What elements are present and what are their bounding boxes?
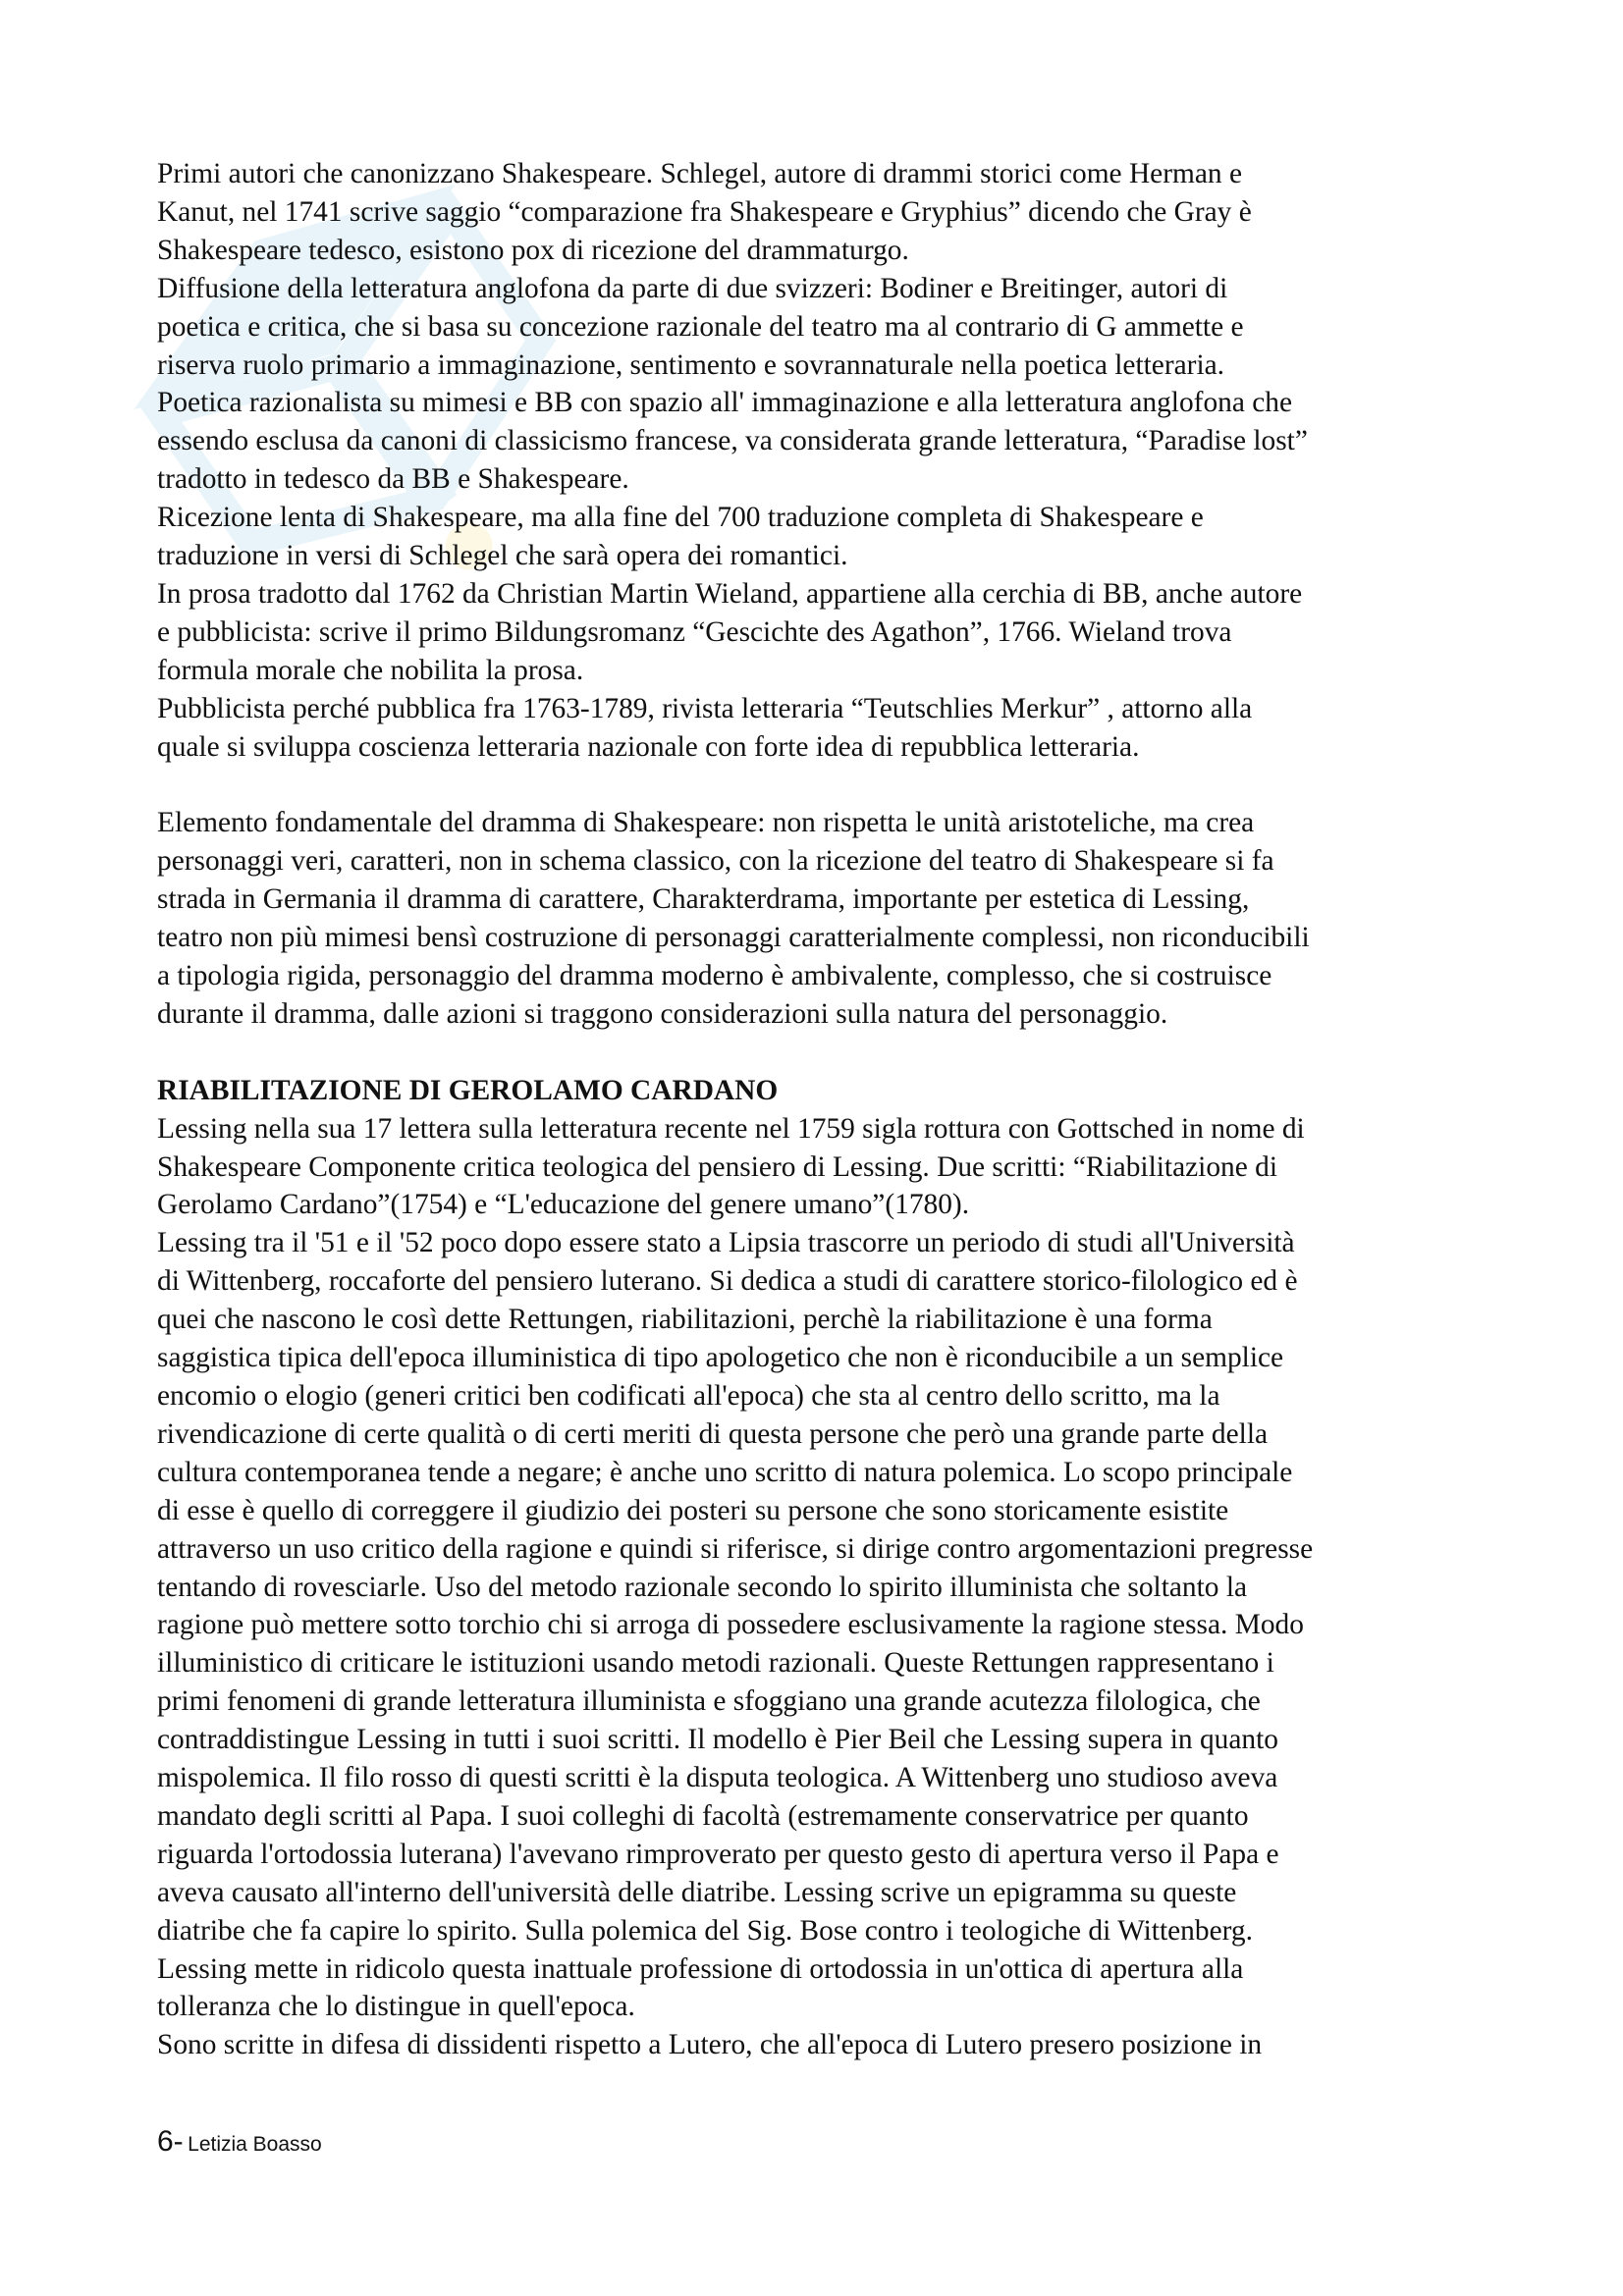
text-line: e pubblicista: scrive il primo Bildungsromanz “Gescichte des Agathon”, 1766. Wieland trova	[157, 615, 1232, 648]
text-line: cultura contemporanea tende a negare; è anche uno scritto di natura polemica. Lo scopo principale	[157, 1456, 1293, 1488]
text-line: encomio o elogio (generi critici ben codificati all'epoca) che sta al centro dello scritto, ma la	[157, 1379, 1220, 1412]
text-line: illuministico di criticare le istituzioni usando metodi razionali. Queste Rettungen rappresentano i	[157, 1647, 1274, 1680]
text-line: Primi autori che canonizzano Shakespeare. Schlegel, autore di drammi storici come Herman e	[157, 158, 1243, 189]
text-line: formula morale che nobilita la prosa.	[157, 654, 584, 686]
text-line: riguarda l'ortodossia luterana) l'avevano rimproverato per questo gesto di apertura verso il Papa e	[157, 1838, 1279, 1870]
text-line: di esse è quello di correggere il giudizio dei posteri su persone che sono storicamente esistite	[157, 1494, 1229, 1526]
text-line: Lessing tra il '51 e il '52 poco dopo essere stato a Lipsia trascorre un periodo di studi all'Università	[157, 1227, 1295, 1259]
text-line: mandato degli scritti al Papa. I suoi colleghi di facoltà (estremamente conservatrice per quanto	[157, 1799, 1249, 1832]
text-line: a tipologia rigida, personaggio del dramma moderno è ambivalente, complesso, che si costruisce	[157, 960, 1272, 992]
text-line: In prosa tradotto dal 1762 da Christian Martin Wieland, appartiene alla cerchia di BB, anche autore	[157, 577, 1303, 610]
text-line: quale si sviluppa coscienza letteraria nazionale con forte idea di repubblica letteraria.	[157, 730, 1140, 763]
section-shakespeare-reception	[157, 155, 1488, 767]
text-line: poetica e critica, che si basa su concezione razionale del teatro ma al contrario di G ammette e	[157, 310, 1244, 343]
text-line: Sono scritte in difesa di dissidenti rispetto a Lutero, che all'epoca di Lutero presero posizione in	[157, 2029, 1263, 2061]
section-heading: RIABILITAZIONE DI GEROLAMO CARDANO	[157, 1074, 779, 1106]
text-line: di Wittenberg, roccaforte del pensiero luterano. Si dedica a studi di carattere storico-filologico ed è	[157, 1265, 1298, 1298]
text-line: Diffusione della letteratura anglofona da parte di due svizzeri: Bodiner e Breitinger, autori di	[157, 272, 1228, 304]
text-line: essendo esclusa da canoni di classicismo francese, va considerata grande letteratura, “Paradise lost”	[157, 425, 1308, 457]
text-line: Lessing mette in ridicolo questa inattuale professione di ortodossia in un'ottica di apertura alla	[157, 1952, 1244, 1985]
text-line: tentando di rovesciarle. Uso del metodo razionale secondo lo spirito illuminista che soltanto la	[157, 1571, 1248, 1603]
text-line: riserva ruolo primario a immaginazione, sentimento e sovrannaturale nella poetica letteraria.	[157, 348, 1225, 381]
footer-author: Letizia Boasso	[188, 2133, 322, 2156]
text-line: quei che nascono le così dette Rettungen, riabilitazioni, perchè la riabilitazione è una forma	[157, 1304, 1213, 1336]
page-number: 6-	[157, 2125, 184, 2158]
text-line: Shakespeare Componente critica teologica del pensiero di Lessing. Due scritti: “Riabilitazione di	[157, 1150, 1277, 1183]
text-line: contraddistingue Lessing in tutti i suoi scritti. Il modello è Pier Beil che Lessing supera in quanto	[157, 1724, 1278, 1756]
text-line: Pubblicista perché pubblica fra 1763-1789, rivista letteraria “Teutschlies Merkur” , attorno alla	[157, 692, 1253, 724]
text-line: strada in Germania il dramma di carattere, Charakterdrama, importante per estetica di Lessing,	[157, 883, 1250, 916]
text-line: traduzione in versi di Schlegel che sarà opera dei romantici.	[157, 540, 848, 572]
text-line: teatro non più mimesi bensì costruzione di personaggi caratterialmente complessi, non riconducibili	[157, 922, 1310, 954]
section-charakterdrama	[157, 804, 1488, 1033]
text-line: Ricezione lenta di Shakespeare, ma alla fine del 700 traduzione completa di Shakespeare e	[157, 502, 1204, 534]
paragraph-spacer	[157, 767, 1488, 805]
text-line: Gerolamo Cardano”(1754) e “L'educazione del genere umano”(1780).	[157, 1189, 970, 1221]
paragraph-spacer	[157, 1034, 1488, 1072]
text-line: Kanut, nel 1741 scrive saggio “comparazione fra Shakespeare e Gryphius” dicendo che Gray è	[157, 195, 1252, 228]
document-body	[157, 155, 1488, 2064]
text-line: Poetica razionalista su mimesi e BB con spazio all' immaginazione e alla letteratura anglofona che	[157, 387, 1293, 419]
page-footer	[157, 2125, 322, 2159]
text-line: tolleranza che lo distingue in quell'epoca.	[157, 1991, 635, 2023]
section-cardano	[157, 1072, 1488, 2065]
text-line: mispolemica. Il filo rosso di questi scritti è la disputa teologica. A Wittenberg uno studioso aveva	[157, 1762, 1278, 1794]
text-line: diatribe che fa capire lo spirito. Sulla polemica del Sig. Bose contro i teologiche di Wittenberg.	[157, 1914, 1253, 1947]
text-line: ragione può mettere sotto torchio chi si arroga di possedere esclusivamente la ragione stessa. Modo	[157, 1609, 1304, 1641]
text-line: Shakespeare tedesco, esistono pox di ricezione del drammaturgo.	[157, 234, 909, 266]
text-line: Elemento fondamentale del dramma di Shakespeare: non rispetta le unità aristoteliche, ma crea	[157, 807, 1255, 839]
text-line: saggistica tipica dell'epoca illuministica di tipo apologetico che non è riconducibile a un semplice	[157, 1342, 1284, 1374]
text-line: attraverso un uso critico della ragione e quindi si riferisce, si dirige contro argomentazioni pregresse	[157, 1532, 1314, 1565]
text-line: primi fenomeni di grande letteratura illuminista e sfoggiano una grande acutezza filologica, che	[157, 1685, 1261, 1718]
text-line: aveva causato all'interno dell'università delle diatribe. Lessing scrive un epigramma su queste	[157, 1876, 1237, 1908]
text-line: personaggi veri, caratteri, non in schema classico, con la ricezione del teatro di Shakespeare si fa	[157, 845, 1274, 878]
text-line: durante il dramma, dalle azioni si traggono considerazioni sulla natura del personaggio.	[157, 997, 1168, 1030]
text-line: rivendicazione di certe qualità o di certi meriti di questa persone che però una grande parte della	[157, 1417, 1269, 1450]
text-line: Lessing nella sua 17 lettera sulla letteratura recente nel 1759 sigla rottura con Gottsched in nome di	[157, 1112, 1305, 1145]
text-line: tradotto in tedesco da BB e Shakespeare.	[157, 463, 629, 496]
